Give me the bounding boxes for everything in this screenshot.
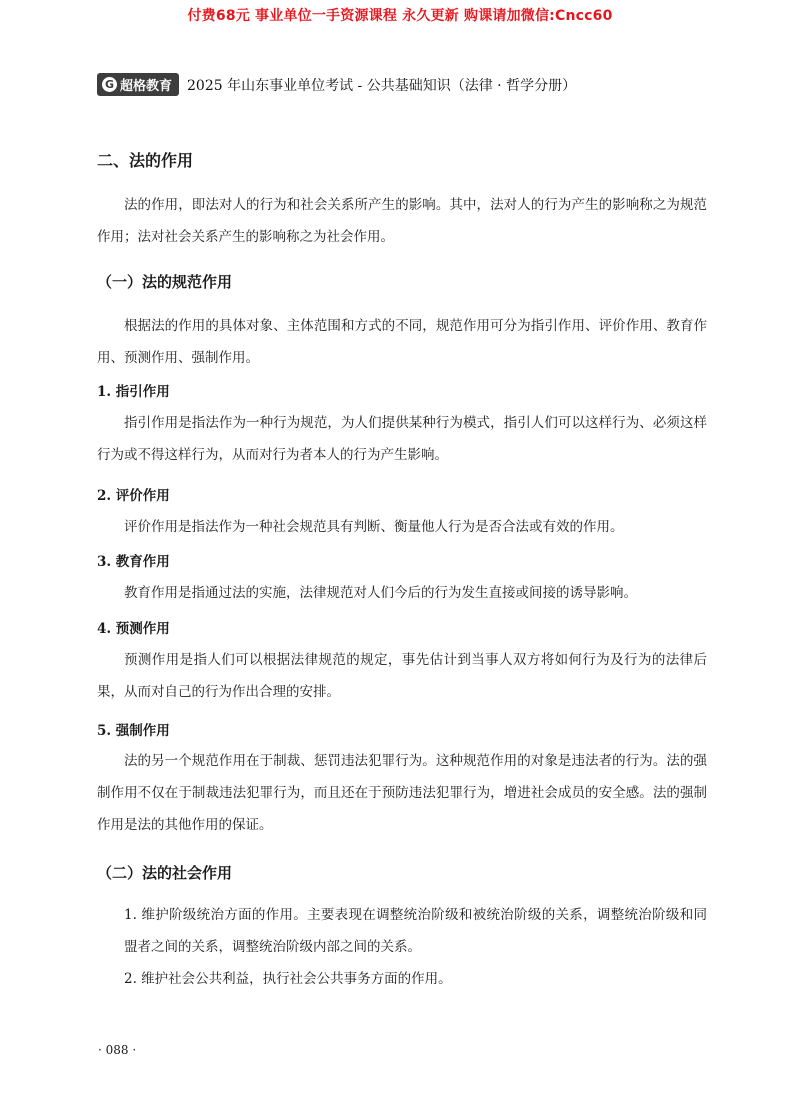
item-text-prediction: 预测作用是指人们可以根据法律规范的规定，事先估计到当事人双方将如何行为及行为的法律后果，从而对自己的行为作出合理的安排。 <box>97 652 707 700</box>
social-item: 1. 维护阶级统治方面的作用。主要表现在调整统治阶级和被统治阶级的关系，调整统治阶级和同盟者之间的关系，调整统治阶级内部之间的关系。 <box>124 907 707 955</box>
item-text-evaluation: 评价作用是指法作为一种社会规范具有判断、衡量他人行为是否合法或有效的作用。 <box>124 519 624 535</box>
section-title: 二、法的作用 <box>97 151 194 170</box>
section-intro: 法的作用，即法对人的行为和社会关系所产生的影响。其中，法对人的行为产生的影响称之为规范作用；法对社会关系产生的影响称之为社会作用。 <box>97 197 707 245</box>
item-title-prediction: 4. 预测作用 <box>97 621 170 637</box>
logo-g-icon: G <box>102 77 117 92</box>
page-header <box>97 73 576 96</box>
logo-text: 超格教育 <box>120 79 173 94</box>
item-text-guidance: 指引作用是指法作为一种行为规范，为人们提供某种行为模式，指引人们可以这样行为、必须这样行为或不得这样行为，从而对行为者本人的行为产生影响。 <box>97 415 707 463</box>
item-title-guidance: 1. 指引作用 <box>97 384 170 400</box>
subsection-title-social: （二）法的社会作用 <box>97 864 233 882</box>
social-item: 2. 维护社会公共利益，执行社会公共事务方面的作用。 <box>124 971 452 987</box>
normative-intro: 根据法的作用的具体对象、主体范围和方式的不同，规范作用可分为指引作用、评价作用、教育作用、预测作用、强制作用。 <box>97 318 707 366</box>
subsection-title-normative: （一）法的规范作用 <box>97 273 233 291</box>
item-text-education: 教育作用是指通过法的实施，法律规范对人们今后的行为发生直接或间接的诱导影响。 <box>124 585 637 601</box>
item-text-coercion: 法的另一个规范作用在于制裁、惩罚违法犯罪行为。这种规范作用的对象是违法者的行为。法的强制作用不仅在于制裁违法犯罪行为，而且还在于预防违法犯罪行为，增进社会成员的安全感。法的强制作用是法的其他作用的保证。 <box>97 753 707 833</box>
document-title: 2025 年山东事业单位考试 - 公共基础知识（法律 · 哲学分册） <box>187 77 577 94</box>
item-title-coercion: 5. 强制作用 <box>97 723 170 739</box>
page-number: · 088 · <box>98 1043 137 1057</box>
item-title-education: 3. 教育作用 <box>97 554 170 570</box>
item-title-evaluation: 2. 评价作用 <box>97 488 170 504</box>
promo-banner: 付费68元 事业单位一手资源课程 永久更新 购课请加微信:Cncc60 <box>187 8 613 24</box>
brand-logo <box>97 73 179 96</box>
